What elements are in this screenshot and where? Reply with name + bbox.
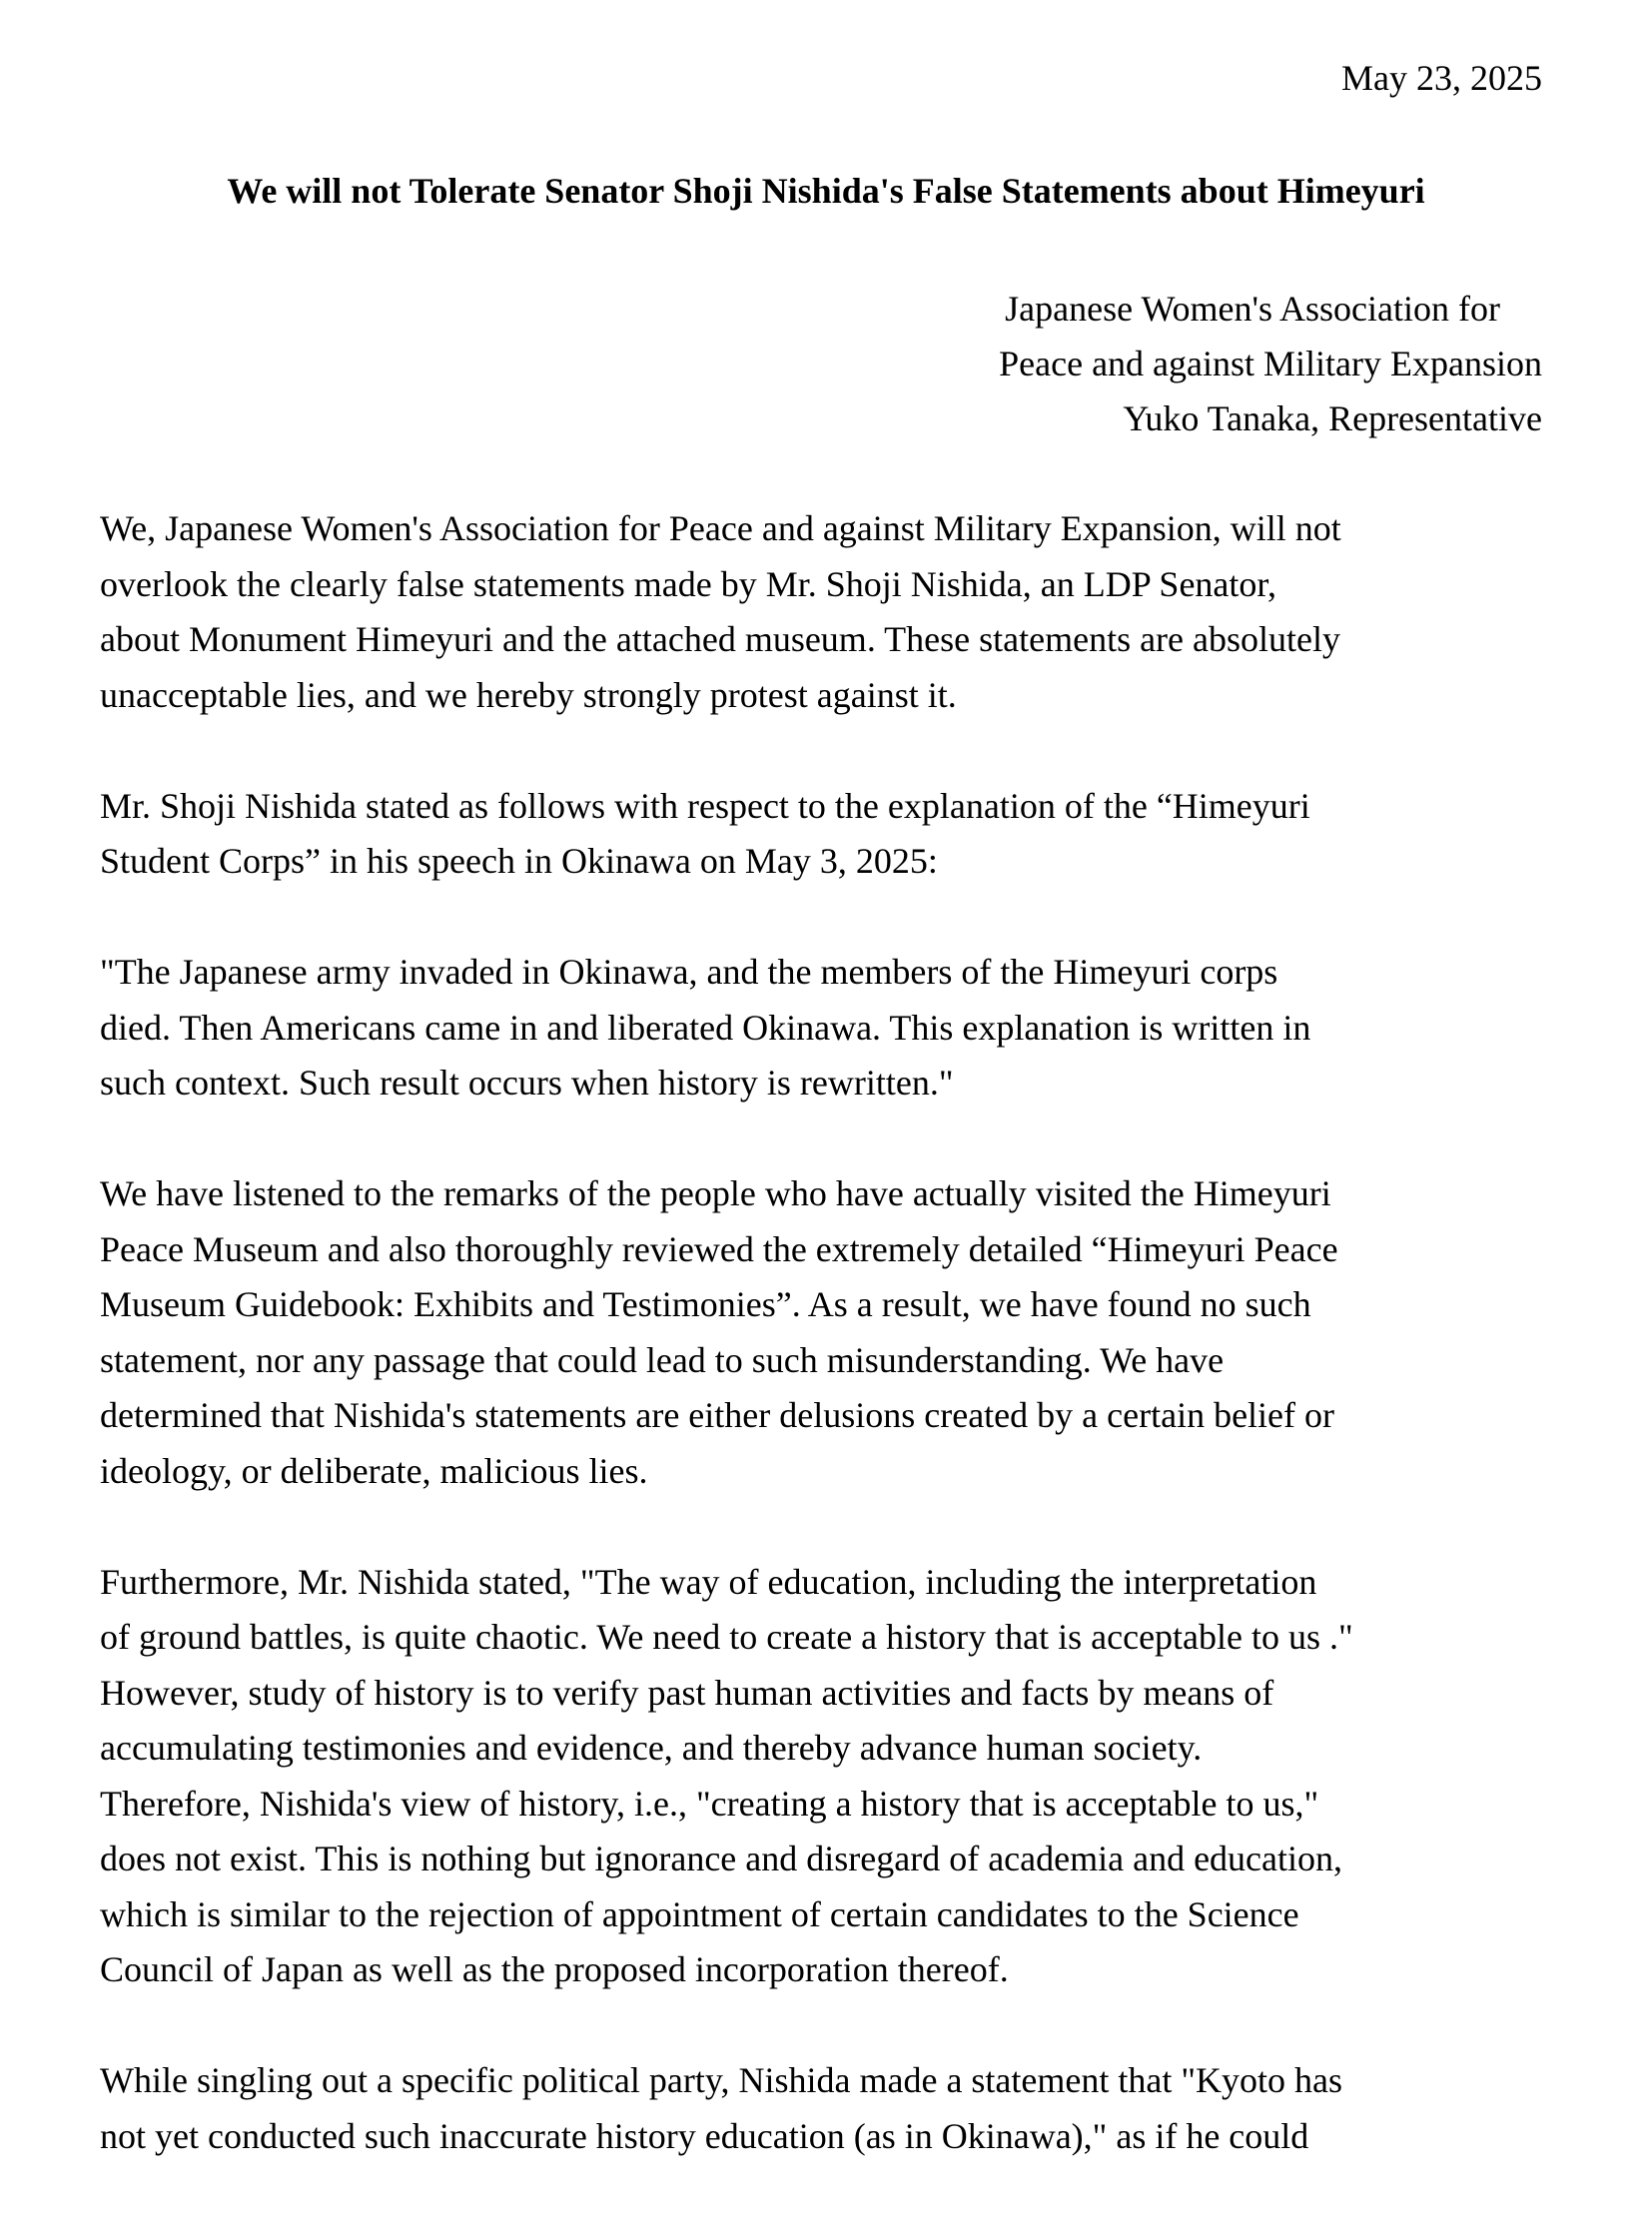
text-line: about Monument Himeyuri and the attached museum. These statements are absolutely <box>100 619 1340 659</box>
paragraph-protest-statement <box>100 501 1558 723</box>
representative-name: Yuko Tanaka, Representative <box>1123 398 1542 438</box>
text-line: statement, nor any passage that could lead to such misunderstanding. We have <box>100 1339 1225 1380</box>
text-line: However, study of history is to verify past human activities and facts by means of <box>100 1672 1274 1713</box>
text-line: determined that Nishida's statements are either delusions created by a certain belief or <box>100 1395 1335 1435</box>
text-line: which is similar to the rejection of appointment of certain candidates to the Science <box>100 1893 1299 1934</box>
text-line: Furthermore, Mr. Nishida stated, "The way of education, including the interpretation <box>100 1561 1317 1602</box>
text-line: While singling out a specific political party, Nishida made a statement that "Kyoto has <box>100 2060 1343 2100</box>
signature-block <box>999 282 1542 446</box>
text-line: Museum Guidebook: Exhibits and Testimonies”. As a result, we have found no such <box>100 1284 1311 1324</box>
text-line: such context. Such result occurs when history is rewritten." <box>100 1063 954 1103</box>
text-line: does not exist. This is nothing but ignorance and disregard of academia and education, <box>100 1839 1343 1878</box>
paragraph-kyoto-statement <box>100 2053 1558 2164</box>
document-date: May 23, 2025 <box>1341 58 1542 98</box>
text-line: unacceptable lies, and we hereby strongly protest against it. <box>100 674 957 715</box>
organization-name-line-2: Peace and against Military Expansion <box>999 344 1542 383</box>
text-line: Therefore, Nishida's view of history, i.e., "creating a history that is acceptable to us," <box>100 1783 1319 1824</box>
text-line: Mr. Shoji Nishida stated as follows with respect to the explanation of the “Himeyuri <box>100 785 1310 826</box>
text-line: Student Corps” in his speech in Okinawa on May 3, 2025: <box>100 841 938 881</box>
text-line: died. Then Americans came in and liberated Okinawa. This explanation is written in <box>100 1007 1311 1048</box>
organization-name-line-1: Japanese Women's Association for <box>1005 289 1500 329</box>
text-line: accumulating testimonies and evidence, and thereby advance human society. <box>100 1728 1203 1768</box>
text-line: Council of Japan as well as the proposed incorporation thereof. <box>100 1949 1009 1989</box>
text-line: overlook the clearly false statements made by Mr. Shoji Nishida, an LDP Senator, <box>100 563 1276 604</box>
paragraph-speech-quote <box>100 945 1558 1111</box>
document-title: We will not Tolerate Senator Shoji Nishida's False Statements about Himeyuri <box>227 171 1425 211</box>
text-line: We have listened to the remarks of the people who have actually visited the Himeyuri <box>100 1173 1331 1213</box>
text-line: Peace Museum and also thoroughly reviewed the extremely detailed “Himeyuri Peace <box>100 1228 1338 1269</box>
text-line: of ground battles, is quite chaotic. We need to create a history that is acceptable to us ." <box>100 1617 1353 1657</box>
paragraph-speech-intro <box>100 779 1558 890</box>
text-line: ideology, or deliberate, malicious lies. <box>100 1450 648 1491</box>
document-body <box>100 501 1558 2220</box>
paragraph-history-education <box>100 1555 1558 1998</box>
text-line: "The Japanese army invaded in Okinawa, and the members of the Himeyuri corps <box>100 952 1278 992</box>
text-line: We, Japanese Women's Association for Peace and against Military Expansion, will not <box>100 508 1341 548</box>
text-line: not yet conducted such inaccurate history education (as in Okinawa)," as if he could <box>100 2115 1309 2156</box>
paragraph-museum-review <box>100 1166 1558 1499</box>
